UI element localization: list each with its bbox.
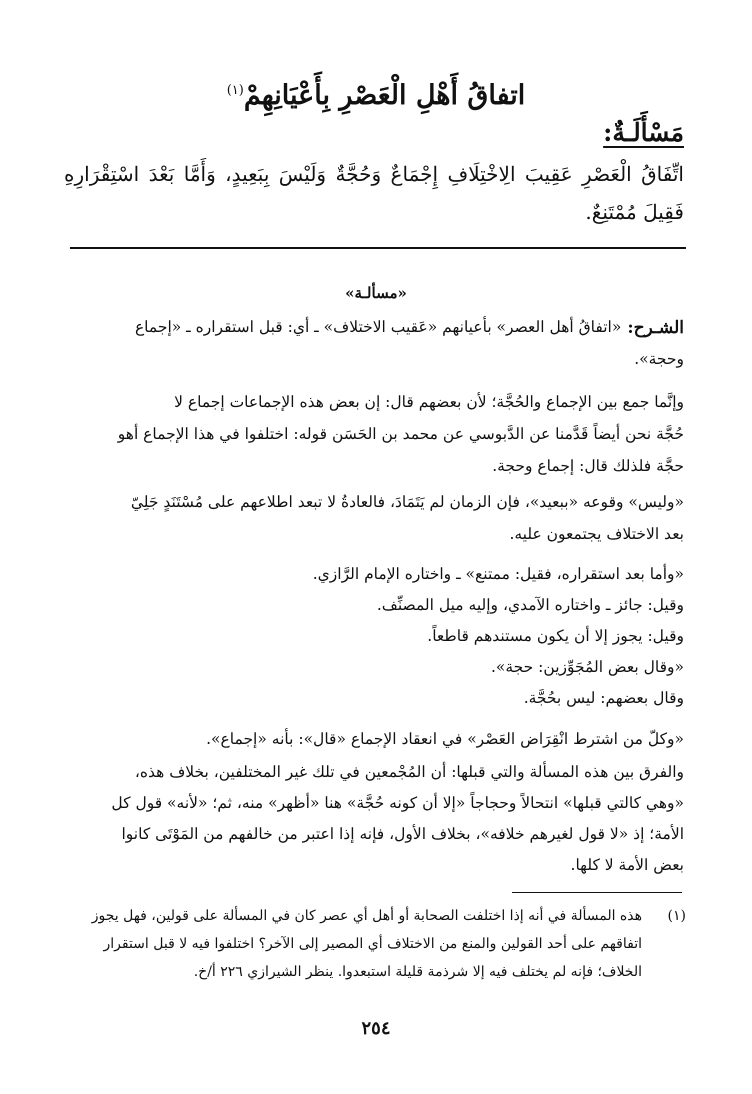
sharh-line-5: حجَّة فلذلك قال: إجماع وحجة. xyxy=(492,457,684,475)
footnote-line-1: هذه المسألة في أنه إذا اختلفت الصحابة أو أهل أي عصر كان في المسألة على قولين، فهل يجوز xyxy=(91,908,642,924)
sharh-line-4: حُجَّة نحن أيضاً قَدَّمنا عن الدَّبوسي عن محمد بن الحَسَن قوله: اختلفوا في هذا الإجماع أهو xyxy=(117,425,684,443)
sharh-line-12: وقال بعضهم: ليس بحُجَّة. xyxy=(523,689,684,707)
sharh-line-17: بعض الأمة لا كلها. xyxy=(570,856,684,874)
masala-line-1: اتِّفَاقُ الْعَصْرِ عَقِيبَ الِاخْتِلَافِ إِجْمَاعٌ وَحُجَّةٌ وَلَيْسَ بِبَعِيدٍ، وَأَمَّا بَعْدَ اسْتِقْرَارِهِ xyxy=(64,162,684,186)
sharh-line-2: وحجة». xyxy=(634,350,684,368)
footnote-divider xyxy=(512,892,682,893)
sharh-line-7: بعد الاختلاف يجتمعون عليه. xyxy=(509,525,684,543)
footnote-line-2: اتفاقهم على أحد القولين والمنع من الاختلاف أي المصير إلى الآخر؟ اختلفوا فيه لا قبل استقرار xyxy=(103,936,642,952)
sharh-line-10: وقيل: يجوز إلا أن يكون مستندهم قاطعاً. xyxy=(427,627,684,645)
footnote-number: (١) xyxy=(667,908,686,924)
sharh-line-11: «وقال بعض المُجَوِّزين: حجة». xyxy=(490,658,684,676)
sharh-line-13: «وكلّ من اشترط انْقِرَاض العَصْر» في انعقاد الإجماع «قال»: بأنه «إجماع». xyxy=(206,730,684,748)
sharh-heading: «مسألـة» xyxy=(345,284,407,302)
sharh-first-line xyxy=(68,318,684,338)
page-title xyxy=(0,80,752,111)
sharh-line-3: وإنَّما جمع بين الإجماع والحُجَّة؛ لأن بعضهم قال: إن بعض هذه الإجماعات إجماع لا xyxy=(174,393,684,411)
title-footnote-ref: (١) xyxy=(226,83,244,98)
sharh-line-1: «اتفاقُ أهل العصر» بأعيانهم «عَقيب الاختلاف» ـ أي: قبل استقراره ـ «إجماع xyxy=(134,318,622,336)
sharh-line-15: «وهي كالتي قبلها» انتحالاً وحجاجاً «إلا أن كونه حُجَّة» هنا «أظهر» منه، ثم؛ «لأنه» قول كل xyxy=(111,794,684,812)
title-text: اتفاقُ أَهْلِ الْعَصْرِ بِأَعْيَانِهِمْ xyxy=(243,80,526,111)
masala-line-2: فَقِيلَ مُمْتَنِعٌ. xyxy=(585,200,684,224)
sharh-line-16: الأمة؛ إذ «لا قول لغيرهم خلافه»، بخلاف الأول، فإنه إذا اعتبر من خالفهم من المَوْتَى كانوا xyxy=(121,825,684,843)
sharh-line-8: «وأما بعد استقراره، فقيل: ممتنع» ـ واختاره الإمام الرَّازي. xyxy=(312,565,684,583)
matn-divider xyxy=(70,247,686,249)
page-number: ٢٥٤ xyxy=(361,1018,391,1039)
sharh-label: الشـرح: xyxy=(627,318,684,338)
masala-label: مَسْأَلَـةٌ: xyxy=(603,118,684,147)
footnote-line-3: الخلاف؛ فإنه لم يختلف فيه إلا شرذمة قليلة استبعدوا. ينظر الشيرازي ٢٢٦ أ/خ. xyxy=(193,964,642,980)
sharh-line-6: «وليس» وقوعه «ببعيد»، فإن الزمان لم يَتَمَادَ، فالعادةُ لا تبعد اطلاعهم على مُسْتَنَدٍ جَلِيّ xyxy=(130,493,684,511)
sharh-line-9: وقيل: جائز ـ واختاره الآمدي، وإليه ميل المصنِّف. xyxy=(376,596,684,614)
sharh-line-14: والفرق بين هذه المسألة والتي قبلها: أن المُجْمعين في تلك غير المختلفين، بخلاف هذه، xyxy=(134,763,684,781)
